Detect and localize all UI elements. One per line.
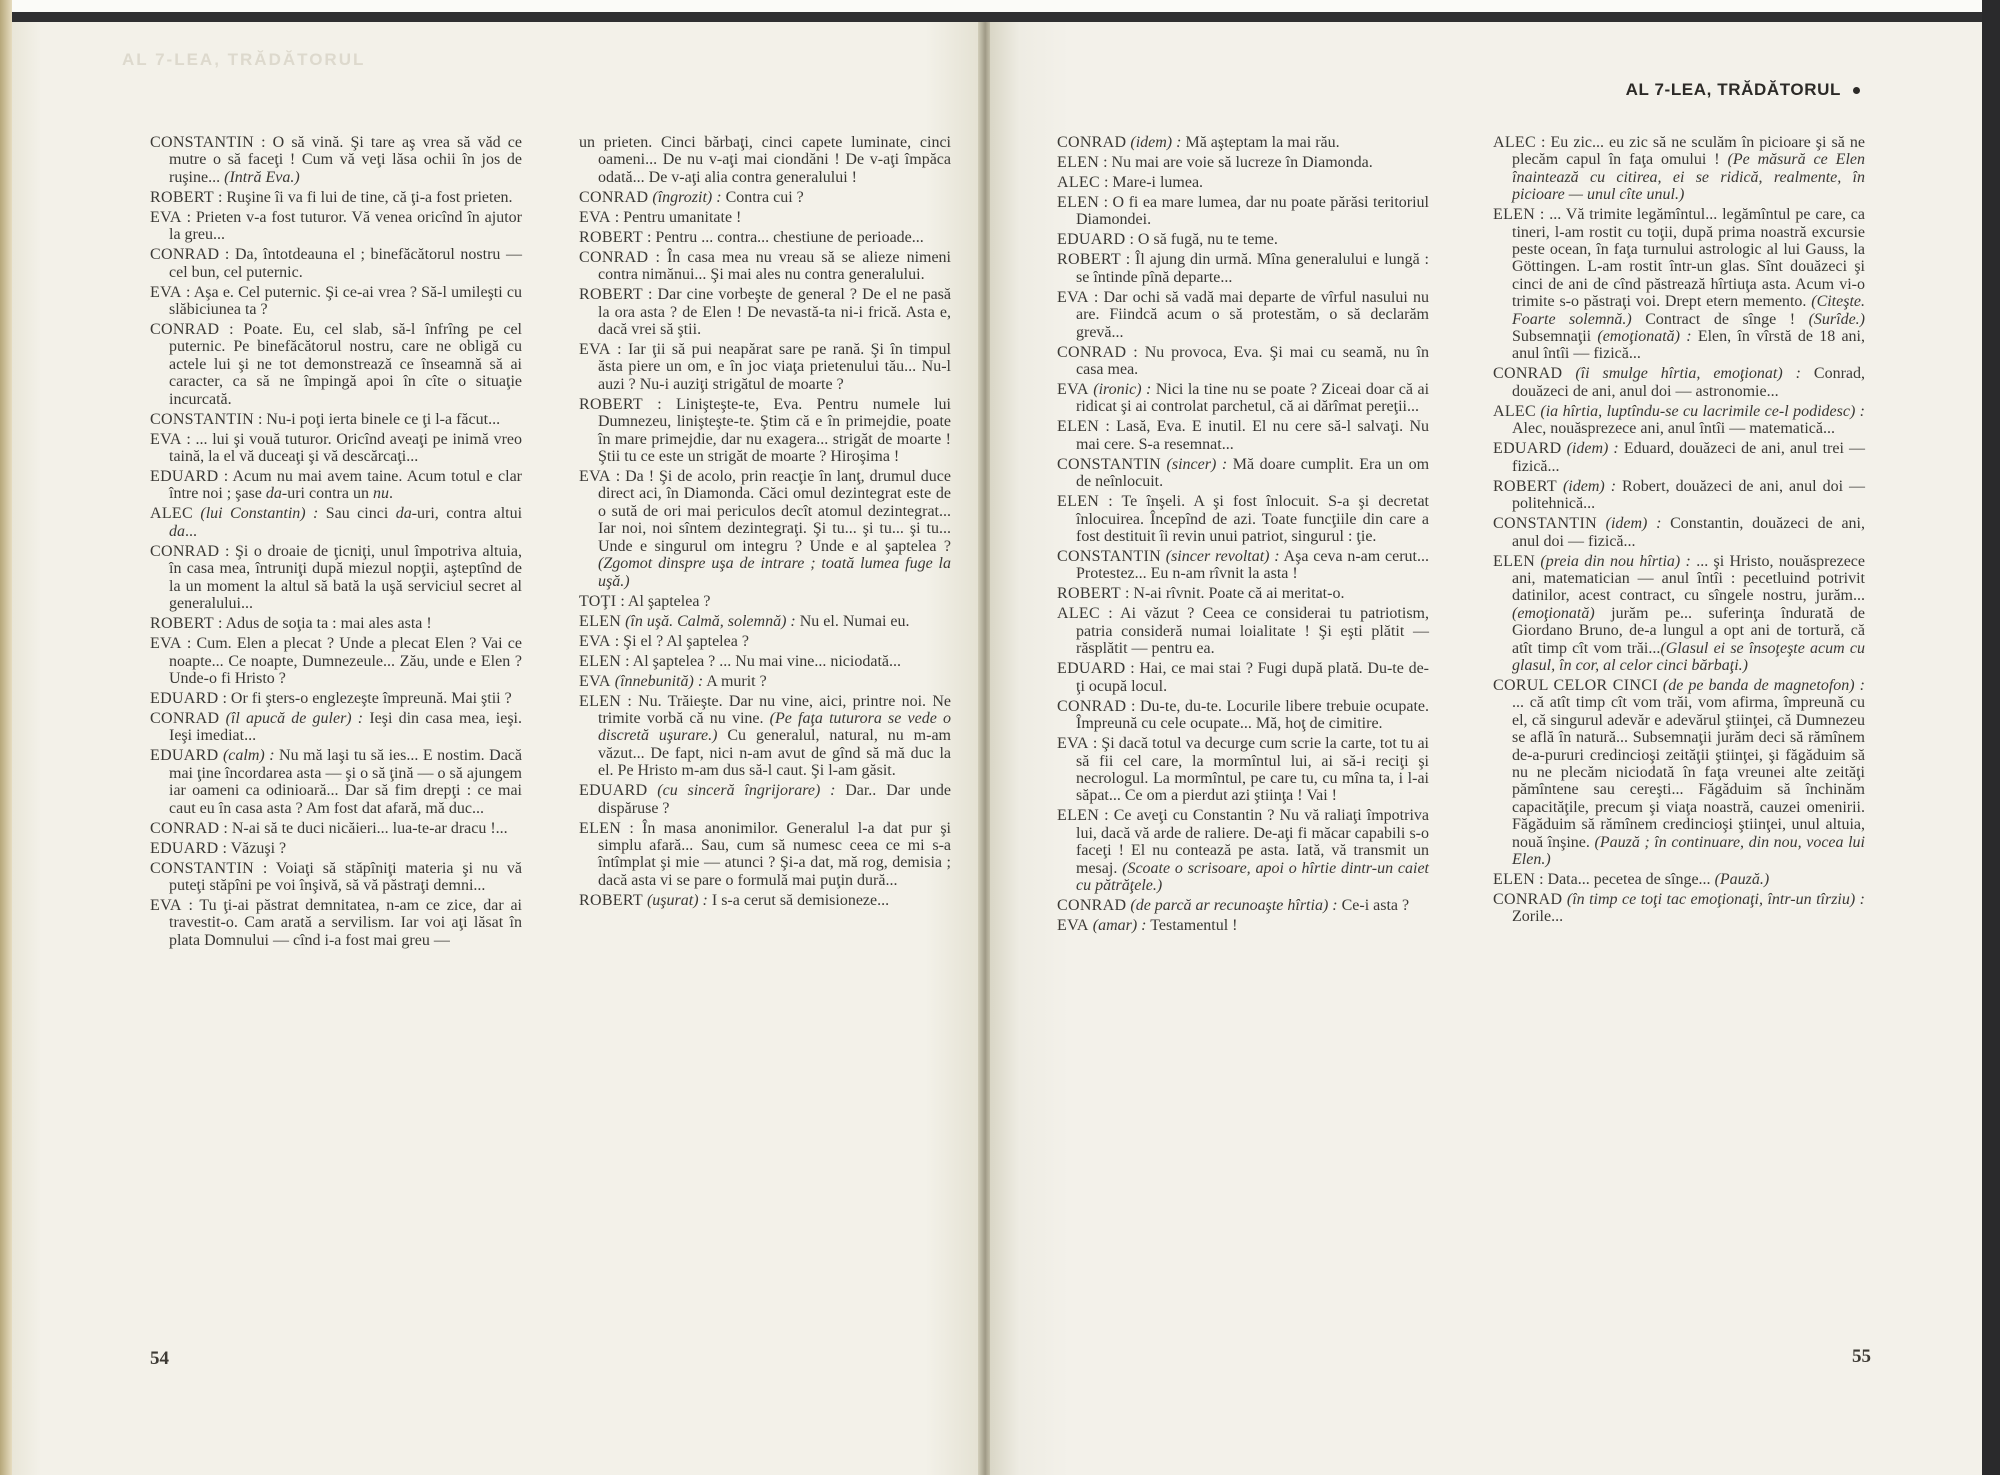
speaker-name: CONRAD xyxy=(579,188,649,206)
dialogue-line xyxy=(1057,194,1429,229)
dialogue-text: : ... Vă trimite legămîntul... legămîntul pe care, ca tineri, l-am rostit cu toţii, după prima noastră excursie peste ocean, în faţa turnului astrologic al lui Gauss, la Göttingen. L-am rostit într-un glas. Sînt douăzeci şi cinci de ani de cînd păstrează hîrtiuţa asta. Acum vi-o trimite s-o păstraţi voi. Drept etern memento. xyxy=(1512,206,1865,311)
dialogue-text: Contra cui ? xyxy=(721,188,804,206)
dialogue-line xyxy=(150,284,522,319)
dialogue-line xyxy=(1057,917,1429,934)
dialogue-line xyxy=(150,321,522,408)
dialogue-line xyxy=(579,673,951,690)
bullet-icon xyxy=(1853,87,1860,94)
speaker-name: EDUARD xyxy=(579,782,648,800)
dialogue-text: : Hai, ce mai stai ? Fugi după plată. Du-te de-ţi ocupă locul. xyxy=(1076,660,1429,695)
speaker-name: EVA xyxy=(1057,916,1089,934)
stage-direction: (în uşă. Calmă, solemnă) : xyxy=(625,612,796,630)
stage-direction: (sincer revoltat) : xyxy=(1165,548,1280,566)
speaker-name: ROBERT xyxy=(579,891,643,909)
dialogue-line xyxy=(1057,660,1429,695)
dialogue-text: Mă doare cumplit. Era un om de neînlocuit. xyxy=(1076,455,1430,491)
right-column-2 xyxy=(1493,134,1865,928)
dialogue-line xyxy=(1057,698,1429,733)
dialogue-line xyxy=(1057,381,1429,416)
dialogue-text: : Nu-i poţi ierta binele ce ţi l-a făcut... xyxy=(253,410,501,428)
show-through-heading: AL 7-LEA, TRĂDĂTORUL xyxy=(122,50,366,69)
dialogue-text: Nu el. Numai eu. xyxy=(795,612,910,630)
speaker-name: EVA xyxy=(150,208,182,226)
speaker-name: ELEN xyxy=(1493,871,1536,888)
speaker-name: CONRAD xyxy=(1057,134,1127,151)
speaker-name: EVA xyxy=(1057,381,1089,399)
speaker-name: ROBERT xyxy=(579,286,643,304)
speaker-name: ALEC xyxy=(1057,605,1100,623)
dialogue-line xyxy=(579,134,951,186)
stage-direction: (idem) : xyxy=(1566,440,1619,458)
speaker-name: ROBERT xyxy=(1493,477,1557,495)
dialogue-text: : Linişteşte-te, Eva. Pentru numele lui Dumnezeu, linişteşte-te. Ştim că e în primejdie, poate în mare primejdie, dar nu exagera... strigăt de moarte ! Ştii tu ce este un strigăt de moarte ? Hiroşima ! xyxy=(598,395,951,466)
dialogue-text: : O fi ea mare lumea, dar nu poate părăsi teritoriul Diamondei. xyxy=(1076,194,1429,229)
stage-direction: (în timp ce toţi tac emoţionaţi, într-un tîrziu) : xyxy=(1566,891,1866,908)
speaker-name: ELEN xyxy=(1493,552,1536,570)
dialogue-line xyxy=(1057,134,1429,151)
dialogue-line xyxy=(150,209,522,244)
dialogue-line xyxy=(150,411,522,428)
dialogue-line xyxy=(1493,515,1865,550)
dialogue-line xyxy=(150,897,522,949)
dialogue-line xyxy=(150,840,522,857)
speaker-name: CONRAD xyxy=(150,709,220,727)
dialogue-line xyxy=(150,690,522,707)
dialogue-line xyxy=(579,396,951,466)
dialogue-text: : Tu ţi-ai păstrat demnitatea, n-am ce zice, dar ai travestit-o. Cam arată a servilism. Iar voi aţi lăsat în plata Domnului — cînd i-a fost mai greu — xyxy=(169,896,522,949)
speaker-name: EDUARD xyxy=(1493,440,1562,458)
dialogue-text: Subsemnaţii xyxy=(1512,328,1598,346)
running-head-text: AL 7-LEA, TRĂDĂTORUL xyxy=(1625,80,1841,99)
speaker-name: ELEN xyxy=(579,612,622,630)
speaker-name: CONRAD xyxy=(1057,896,1127,914)
dialogue-text: : Du-te, du-te. Locurile libere trebuie ocupate. Împreună cu cele ocupate... Mă, hoţ de cimitire. xyxy=(1076,697,1429,733)
dialogue-text: Cu generalul, natural, nu m-am văzut... De fapt, nici n-am avut de gînd să mă duc la el. Pe Hristo m-am dus să-l caut. Şi l-am găsit. xyxy=(598,727,952,780)
stage-direction: (ironic) : xyxy=(1093,381,1152,399)
dialogue-line xyxy=(1493,478,1865,513)
stage-direction: (îi smulge hîrtia, emoţionat) : xyxy=(1575,365,1801,383)
dialogue-text: Eduard, douăzeci de ani, anul trei — fizică... xyxy=(1512,440,1866,475)
dialogue-text: -uri, contra altui xyxy=(411,505,523,523)
speaker-name: CONSTANTIN xyxy=(150,859,254,877)
speaker-name: CONSTANTIN xyxy=(1493,515,1597,533)
dialogue-line xyxy=(150,189,522,206)
dialogue-line xyxy=(1057,289,1429,341)
dialogue-text: : Mare-i lumea. xyxy=(1099,174,1204,191)
speaker-name: CONRAD xyxy=(150,246,220,264)
stage-direction: da xyxy=(265,485,282,503)
dialogue-text: : Cum. Elen a plecat ? Unde a plecat Elen ? Vai ce noapte... Ce noapte, Dumnezeule... Zău, unde e Elen ? Unde-o fi Hristo ? xyxy=(169,635,522,687)
stage-direction: (ia hîrtia, luptîndu-se cu lacrimile ce-l podidesc) : xyxy=(1540,402,1866,420)
dialogue-text: ... xyxy=(185,522,197,540)
dialogue-text: : Ai văzut ? Ceea ce considerai tu patriotism, patria consideră numai loialitate ! Şi eşti plătit — răsplătit — pentru ea. xyxy=(1076,605,1429,658)
dialogue-text: Aşa ceva n-am cerut... Protestez... Eu n-am rîvnit la asta ! xyxy=(1076,548,1430,583)
speaker-name: ELEN xyxy=(579,819,622,837)
stage-direction: (Pauză.) xyxy=(1714,871,1770,888)
dialogue-line xyxy=(1493,206,1865,363)
dialogue-text: Elen, în vîrstă de 18 ani, anul întîi — fizică... xyxy=(1512,328,1865,363)
speaker-name: CONSTANTIN xyxy=(150,134,254,151)
stage-direction: (de pe banda de magnetofon) : xyxy=(1662,676,1866,694)
dialogue-text: : Acum nu mai avem taine. Acum totul e clar între noi ; şase xyxy=(169,468,522,503)
speaker-name: CONRAD xyxy=(1057,343,1127,361)
dialogue-text: Constantin, douăzeci de ani, anul doi — fizică... xyxy=(1512,515,1865,550)
dialogue-text: Ieşi din casa mea, ieşi. Ieşi imediat... xyxy=(169,709,522,745)
dialogue-line xyxy=(150,710,522,745)
right-page xyxy=(990,22,1982,1475)
stage-direction: (calm) : xyxy=(222,747,275,765)
stage-direction: da xyxy=(395,505,412,523)
dialogue-line xyxy=(1057,456,1429,491)
dialogue-line xyxy=(1057,231,1429,248)
dialogue-line xyxy=(1057,154,1429,171)
speaker-name: EVA xyxy=(579,632,611,650)
dialogue-text xyxy=(1562,365,1575,382)
speaker-name: CONRAD xyxy=(1493,365,1563,383)
speaker-name: ROBERT xyxy=(1057,251,1121,269)
dialogue-text: : Adus de soţia ta : mai ales asta ! xyxy=(213,615,432,633)
speaker-name: ELEN xyxy=(1057,807,1100,825)
speaker-name: ELEN xyxy=(1057,493,1100,511)
dialogue-line xyxy=(1057,174,1429,191)
cover-edge xyxy=(0,12,2000,22)
dialogue-line xyxy=(579,229,951,246)
speaker-name: ROBERT xyxy=(150,615,214,633)
dialogue-line xyxy=(150,820,522,837)
dialogue-text: : Nu mai are voie să lucreze în Diamonda. xyxy=(1099,154,1373,171)
stage-direction: (îngrozit) : xyxy=(652,188,722,206)
speaker-name: CONSTANTIN xyxy=(150,410,254,428)
speaker-name: EVA xyxy=(579,341,611,359)
speaker-name: CONRAD xyxy=(150,321,220,339)
dialogue-text: : O să fugă, nu te teme. xyxy=(1125,231,1278,249)
stage-direction: (amar) : xyxy=(1092,916,1147,934)
dialogue-text: Contract de sînge ! xyxy=(1631,310,1809,328)
dialogue-text: : ... lui şi vouă tuturor. Oricînd aveaţi pe inimă vreo taină, la el vă duceaţi şi vă descărcaţi... xyxy=(169,430,522,466)
book-cover-right xyxy=(1982,0,2000,1475)
dialogue-line xyxy=(579,892,951,909)
stage-direction: (Pe faţa tuturora se vede o discretă uşurare.) xyxy=(598,709,951,745)
stage-direction: (preia din nou hîrtia) : xyxy=(1540,552,1691,570)
speaker-name: EDUARD xyxy=(1057,660,1126,678)
dialogue-text: A murit ? xyxy=(703,672,767,690)
dialogue-text: . xyxy=(388,485,393,503)
stage-direction: (Pe măsură ce Elen înaintează cu citirea, ei se ridică, realmente, în picioare — unul cîte unul.) xyxy=(1512,151,1865,204)
speaker-name: EDUARD xyxy=(1057,231,1126,249)
dialogue-text: un prieten. Cinci bărbaţi, cinci capete luminate, cinci oameni... De nu v-aţi mai ciondăni ! De v-aţi împăca odată... De v-aţi alia contra generalului ! xyxy=(579,134,951,186)
dialogue-text: : Al şaptelea ? ... Nu mai vine... niciodată... xyxy=(621,652,901,670)
dialogue-line xyxy=(579,693,951,780)
dialogue-text: Zorile... xyxy=(1512,908,1564,926)
speaker-name: ALEC xyxy=(1493,402,1536,420)
dialogue-text: Dar.. Dar unde dispăruse ? xyxy=(598,782,952,817)
dialogue-line xyxy=(1493,677,1865,868)
dialogue-text: : Şi o droaie de ţicniţi, unul împotriva altuia, în casa mea, întruniţi după miezul nopţii, aşteptînd de la un moment la altul să bată la uşă serviciul secret al generalului... xyxy=(169,542,522,613)
page-number-left: 54 xyxy=(150,1348,169,1369)
dialogue-text: : Poate. Eu, cel slab, să-l înfrîng pe cel puternic. Pe binefăcătorul nostru, care ne obligă cu actele lui şi ne tot demonstrează ce înseamnă să ai caracter, ca să ne împingă apoi în cîte o situaţie incurcată. xyxy=(169,321,522,408)
dialogue-line xyxy=(1057,735,1429,805)
dialogue-line xyxy=(1493,134,1865,204)
dialogue-text: Conrad, douăzeci de ani, anul doi — astronomie... xyxy=(1512,365,1865,400)
dialogue-line xyxy=(150,615,522,632)
dialogue-line xyxy=(1493,891,1865,926)
dialogue-line xyxy=(1493,440,1865,475)
speaker-name: ELEN xyxy=(1057,418,1100,436)
dialogue-text: : Da ! Şi de acolo, prin reacţie în lanţ, drumul duce direct aci, în Diamonda. Căci omul dezintegrat este de o sută de ori mai periculos decît atomul dezintegrat... Iar noi, noi sîntem dezintegraţi. Şi tu... şi tu... şi tu... Unde e singurul om integru ? Unde e al şaptelea ? xyxy=(598,468,951,555)
stage-direction: (idem) : xyxy=(1605,515,1662,533)
stage-direction: nu xyxy=(372,485,389,503)
stage-direction: (Surîde.) xyxy=(1808,310,1866,328)
dialogue-line xyxy=(579,249,951,284)
dialogue-text: -uri contra un xyxy=(281,485,373,503)
dialogue-line xyxy=(150,543,522,613)
dialogue-line xyxy=(1057,251,1429,286)
dialogue-line xyxy=(1057,548,1429,583)
running-head xyxy=(1626,80,1860,100)
dialogue-text: : Al şaptelea ? xyxy=(616,592,711,610)
dialogue-text: ... şi Hristo, nouăsprezece ani, matematician — anul întîi : pecetluind potrivit datinilor, acest contract, cu sîngele nostru, jurăm... xyxy=(1512,552,1866,605)
book-cover-top xyxy=(0,0,2000,22)
dialogue-text: : Pentru umanitate ! xyxy=(610,208,742,226)
dialogue-line xyxy=(150,246,522,281)
dialogue-line xyxy=(579,782,951,817)
stage-direction: (idem) : xyxy=(1562,477,1617,495)
dialogue-text: : În masa anonimilor. Generalul l-a dat pur şi simplu afară... Sau, cum să numesc ceea ce mi s-a întîmplat şi mie — atunci ? Şi-a dat, mă rog, demisia ; dacă asta vi se pare o formulă mai puţin dură... xyxy=(598,819,951,889)
stage-direction: (Scoate o scrisoare, apoi o hîrtie dintr-un caiet cu pătrăţele.) xyxy=(1076,859,1429,894)
speaker-name: EVA xyxy=(150,635,182,653)
stage-direction: (sincer) : xyxy=(1166,455,1228,473)
dialogue-text: : Data... pecetea de sînge... xyxy=(1535,871,1715,888)
dialogue-text: Alec, nouăsprezece ani, anul întîi — matematică... xyxy=(1512,420,1835,438)
speaker-name: CONRAD xyxy=(150,819,220,837)
speaker-name: EDUARD xyxy=(150,689,219,707)
dialogue-text: : Or fi şters-o englezeşte împreună. Mai ştii ? xyxy=(218,689,512,707)
dialogue-line xyxy=(579,820,951,890)
dialogue-text: : Prieten v-a fost tuturor. Vă venea oricînd în ajutor la greu... xyxy=(169,208,522,244)
dialogue-text: Nici la tine nu se poate ? Ziceai doar că ai ridicat şi ai controlat parchetul, că ai dărîmat pereţii... xyxy=(1076,381,1430,416)
dialogue-line xyxy=(1057,585,1429,602)
speaker-name: CONRAD xyxy=(1057,697,1127,715)
dialogue-text: Sau cinci xyxy=(318,505,396,523)
left-page xyxy=(12,22,984,1475)
stage-direction: (lui Constantin) : xyxy=(200,505,319,523)
stage-direction: (cu sinceră îngrijorare) : xyxy=(657,782,836,800)
speaker-name: ELEN xyxy=(579,652,622,670)
dialogue-line xyxy=(579,593,951,610)
dialogue-line xyxy=(1493,365,1865,400)
speaker-name: EVA xyxy=(1057,288,1089,306)
dialogue-line xyxy=(150,134,522,186)
dialogue-text: jurăm pe... suferinţa îndurată de Giordano Bruno, de-a lungul a opt ani de tortură, că atît timp cît vom trăi... xyxy=(1512,604,1865,657)
dialogue-line xyxy=(150,505,522,540)
stage-direction: (emoţionată) : xyxy=(1597,328,1692,346)
stage-direction: (Zgomot dinspre uşa de intrare ; toată lumea fuge la uşă.) xyxy=(598,555,951,590)
dialogue-text: Testamentul ! xyxy=(1146,916,1238,934)
dialogue-line xyxy=(1493,403,1865,438)
speaker-name: ELEN xyxy=(1057,154,1100,171)
speaker-name: EDUARD xyxy=(150,839,219,857)
dialogue-text: : N-ai să te duci nicăieri... lua-te-ar dracu !... xyxy=(219,819,508,837)
dialogue-text: : Aşa e. Cel puternic. Şi ce-ai vrea ? Să-l umileşti cu slăbiciunea ta ? xyxy=(169,283,522,319)
dialogue-line xyxy=(579,653,951,670)
dialogue-line xyxy=(579,189,951,206)
dialogue-text: : Pentru ... contra... chestiune de perioade... xyxy=(642,228,924,246)
dialogue-text: : Dar cine vorbeşte de general ? De el ne pasă la ora asta ? de Elen ! De nevastă-ta ni-i frică. Asta e, dacă vrei să ştii. xyxy=(598,286,951,339)
dialogue-line xyxy=(579,468,951,590)
dialogue-text: Robert, douăzeci de ani, anul doi — politehnică... xyxy=(1512,477,1866,513)
stage-direction: (Pauză ; în continuare, din nou, vocea lui Elen.) xyxy=(1512,833,1865,868)
dialogue-text: : Nu provoca, Eva. Şi mai cu seamă, nu în casa mea. xyxy=(1076,343,1429,379)
speaker-name: EVA xyxy=(579,468,611,486)
dialogue-line xyxy=(579,633,951,650)
speaker-name: ALEC xyxy=(150,505,193,523)
dialogue-text: ... că atît timp cît vom trăi, vom afirma, împreună cu el, că singurul adevăr e adevărul ştiinţei, că Dumnezeu se află în natură... Subsemnaţii jurăm deci să rămînem de-a-pururi credincioşi zeităţii ştiinţei, şi făgăduim să nu ne plecăm niciodată în faţa vreunei alte zeităţi pămîntene sau cereşti... Făgăduim să închinăm capacităţile, precum şi viaţa noastră, cauzei omenirii. Făgăduim să rămînem credincioşi ştiinţei, unul altuia, nouă înşine. xyxy=(1512,694,1865,851)
dialogue-line xyxy=(150,635,522,687)
dialogue-line xyxy=(1057,807,1429,894)
speaker-name: CONRAD xyxy=(1493,891,1563,908)
dialogue-text: : Da, întotdeauna el ; binefăcătorul nostru — cel bun, cel puternic. xyxy=(169,246,522,281)
dialogue-text: : Iar ţii să pui neapărat sare pe rană. Şi în timpul ăsta piere un om, e în joc viaţa prietenului tău... Nu-l auzi ? Nu-i auziţi strigătul de moarte ? xyxy=(598,341,951,393)
stage-direction: (idem) : xyxy=(1130,134,1182,151)
dialogue-line xyxy=(1057,344,1429,379)
speaker-name: ALEC xyxy=(1493,134,1536,151)
speaker-name: ROBERT xyxy=(150,188,214,206)
dialogue-line xyxy=(1057,418,1429,453)
dialogue-text: : Lasă, Eva. E inutil. El nu cere să-l salvaţi. Nu mai cere. S-a resemnat... xyxy=(1076,418,1429,453)
dialogue-line xyxy=(579,341,951,393)
stage-direction: (uşurat) : xyxy=(646,891,708,909)
dialogue-text: : O să vină. Şi tare aş vrea să văd ce mutre o să faceţi ! Cum vă veţi lăsa ochii în jos de ruşine... xyxy=(169,134,522,186)
speaker-name: EVA xyxy=(1057,735,1089,753)
dialogue-text: : Voiaţi să stăpîniţi materia şi nu vă puteţi stăpîni pe voi înşivă, să vă păstraţi demni... xyxy=(169,859,522,894)
dialogue-text: : Şi dacă totul va decurge cum scrie la carte, tot tu ai să fii cel care, la mormîntul lui, ai să-i reciţi şi necrologul. La mormîntul, pe care tu, cu mîna ta, i l-ai săpat... Ce om a pierdut azi ştiinţa ! Vai ! xyxy=(1076,735,1429,805)
speaker-name: EVA xyxy=(150,283,182,301)
dialogue-text: : Te înşeli. A şi fost înlocuit. S-a şi decretat înlocuirea. Începînd de azi. Toate funcţiile din care a fost destituit îi revin unui patriot, singurul : ţie. xyxy=(1076,493,1429,546)
page-number-right: 55 xyxy=(1852,1346,1871,1367)
dialogue-text: : Îl ajung din urmă. Mîna generalului e lungă : se întinde pînă departe... xyxy=(1076,251,1429,286)
dialogue-line xyxy=(1057,605,1429,657)
dialogue-line xyxy=(150,860,522,895)
right-column-1 xyxy=(1057,134,1429,937)
left-column-1 xyxy=(150,134,522,952)
dialogue-text: I s-a cerut să demisioneze... xyxy=(707,891,890,909)
stage-direction: (Citeşte. Foarte solemnă.) xyxy=(1512,293,1865,328)
dialogue-text: : Şi el ? Al şaptelea ? xyxy=(610,632,749,650)
stage-direction: (îl apucă de guler) : xyxy=(225,709,364,727)
dialogue-line xyxy=(1493,871,1865,888)
dialogue-text: : Eu zic... eu zic să ne sculăm în picioare şi să ne plecăm capul în faţa omului ! xyxy=(1512,134,1865,169)
dialogue-text: Ce-i asta ? xyxy=(1337,896,1410,914)
dialogue-line xyxy=(1057,493,1429,545)
stage-direction: (Intră Eva.) xyxy=(224,168,300,186)
speaker-name: CONRAD xyxy=(150,542,220,560)
speaker-name: EVA xyxy=(579,672,611,690)
dialogue-line xyxy=(579,209,951,226)
speaker-name: ROBERT xyxy=(579,228,643,246)
stage-direction: da xyxy=(169,522,185,540)
dialogue-text: : Nu. Trăieşte. Dar nu vine, aici, printre noi. Ne trimite vorbă că nu vine. xyxy=(598,692,951,727)
stage-direction: (înnebunită) : xyxy=(614,672,704,690)
dialogue-line xyxy=(579,286,951,338)
dialogue-line xyxy=(150,747,522,817)
speaker-name: EVA xyxy=(150,430,182,448)
stage-direction: (emoţionată) xyxy=(1512,604,1595,622)
speaker-name: ELEN xyxy=(579,692,622,710)
dialogue-line xyxy=(1493,553,1865,675)
speaker-name: TOŢI xyxy=(579,592,617,610)
dialogue-text: : Dar ochi să vadă mai departe de vîrful nasului nu are. Fiindcă acum o să protestăm, o să declarăm grevă... xyxy=(1076,288,1429,341)
stage-direction: (Glasul ei se însoţeşte acum cu glasul, în cor, al celor cinci bărbaţi.) xyxy=(1512,639,1866,674)
dialogue-text: Mă aşteptam la mai rău. xyxy=(1181,134,1340,151)
dialogue-text: : Ce aveţi cu Constantin ? Nu vă raliaţi împotriva lui, dacă vă arde de raliere. De-aţi fi măcar capabili s-o faceţi ! El nu contează pe asta. Iată, vă transmit un mesaj. xyxy=(1076,807,1429,877)
speaker-name: ROBERT xyxy=(1057,585,1121,603)
dialogue-text: : Ruşine îi va fi lui de tine, că ţi-a fost prieten. xyxy=(213,188,513,206)
page-stack-edge xyxy=(0,0,12,1475)
dialogue-text: : În casa mea nu vreau să se alieze nimeni contra nimănui... Şi mai ales nu contra generalului. xyxy=(598,248,951,284)
speaker-name: CONRAD xyxy=(579,248,649,266)
speaker-name: CONSTANTIN xyxy=(1057,548,1161,566)
speaker-name: EDUARD xyxy=(150,468,219,486)
dialogue-text xyxy=(647,782,657,799)
speaker-name: CONSTANTIN xyxy=(1057,455,1161,473)
dialogue-line xyxy=(579,613,951,630)
speaker-name: ELEN xyxy=(1493,206,1536,224)
speaker-name: ALEC xyxy=(1057,174,1100,191)
speaker-name: EDUARD xyxy=(150,747,219,765)
stage-direction: (de parcă ar recunoaşte hîrtia) : xyxy=(1130,896,1338,914)
dialogue-line xyxy=(150,431,522,466)
speaker-name: CORUL CELOR CINCI xyxy=(1493,676,1658,694)
left-column-2 xyxy=(579,134,951,912)
dialogue-text: : N-ai rîvnit. Poate că ai meritat-o. xyxy=(1120,585,1345,603)
dialogue-text: Nu mă laşi tu să ies... E nostim. Dacă mai ţine încordarea asta — şi o să ţină — o să ajungem iar oameni ca odinioară... Dar să fim drepţi : ce mai caut eu în casa asta ? Am fost dat afară, mă duc... xyxy=(169,747,523,817)
speaker-name: EVA xyxy=(579,208,611,226)
speaker-name: EVA xyxy=(150,896,182,914)
speaker-name: ROBERT xyxy=(579,395,643,413)
dialogue-line xyxy=(1057,897,1429,914)
dialogue-text: : Văzuşi ? xyxy=(218,839,287,857)
dialogue-line xyxy=(150,468,522,503)
speaker-name: ELEN xyxy=(1057,194,1100,211)
dialogue-text xyxy=(1597,515,1606,532)
